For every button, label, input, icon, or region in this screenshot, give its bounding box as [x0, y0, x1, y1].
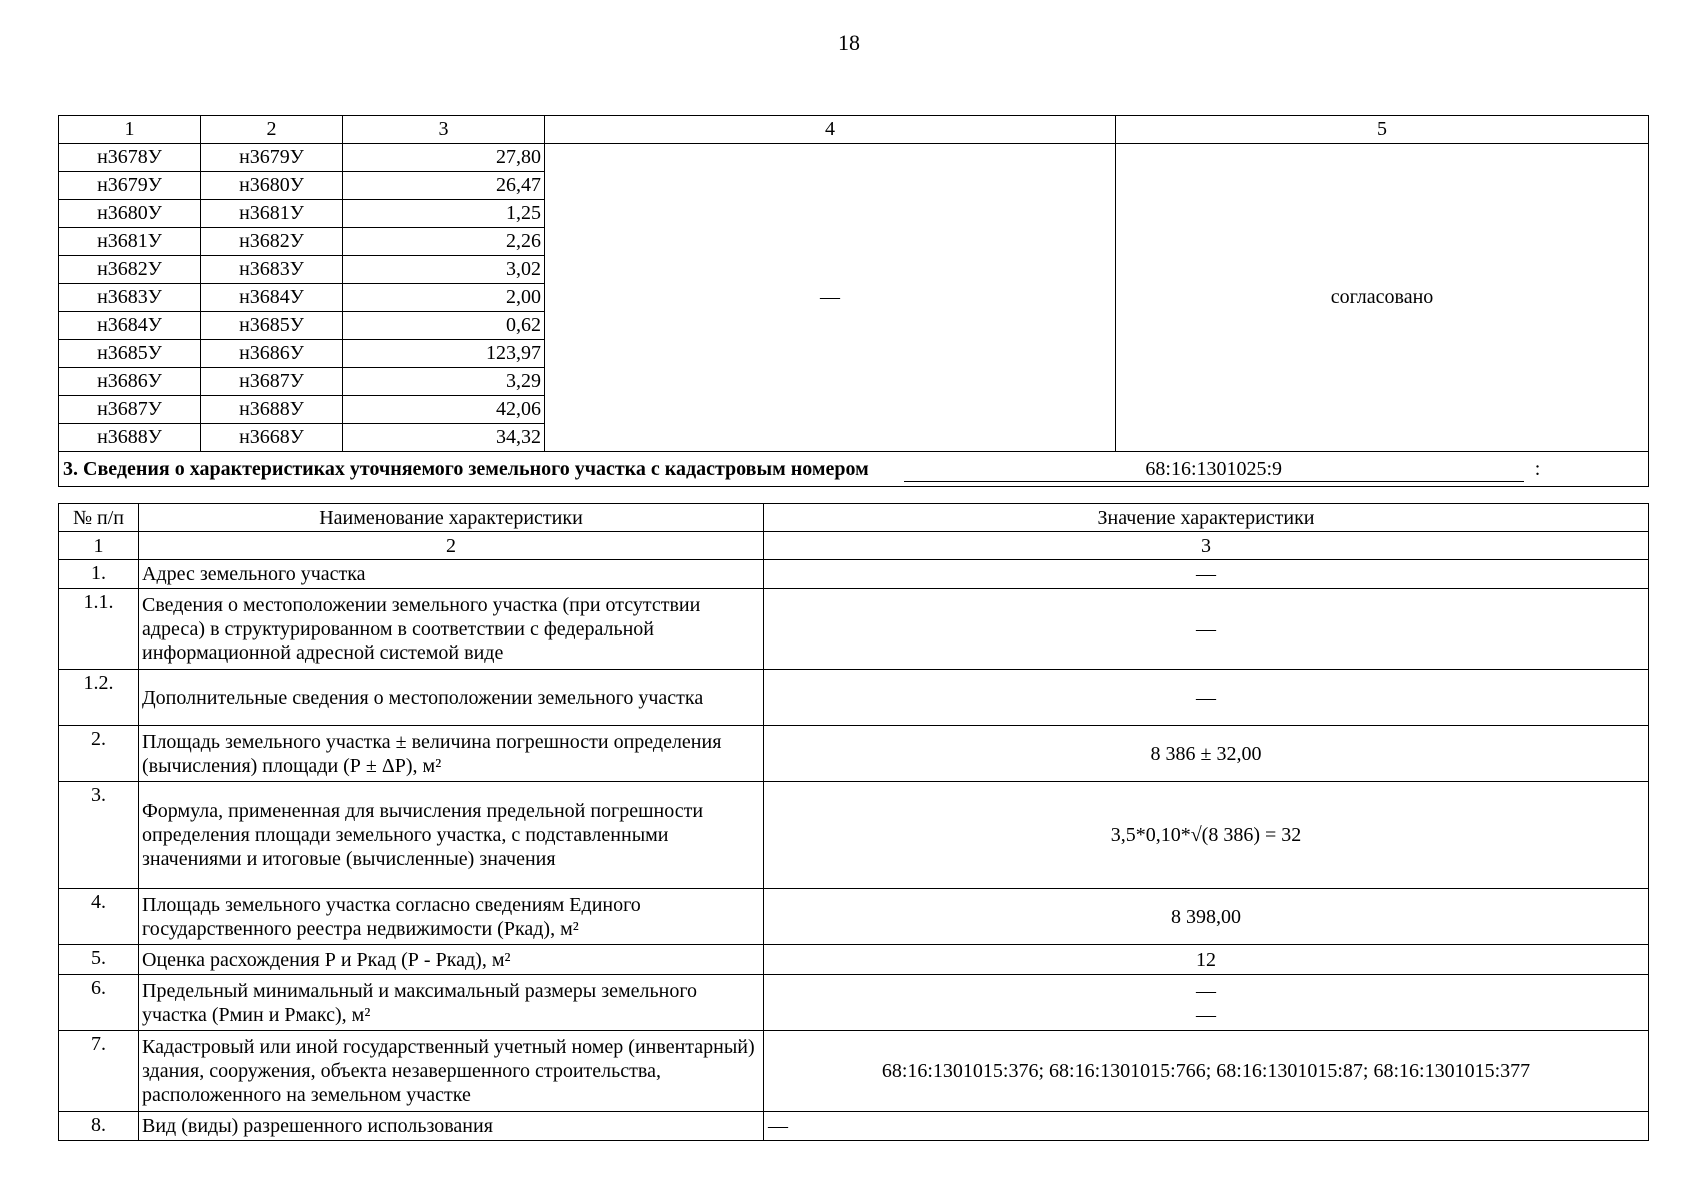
column-number: 1	[59, 532, 139, 560]
point-to: н3684У	[201, 284, 343, 312]
header-cell: 5	[1116, 116, 1649, 144]
point-to: н3680У	[201, 172, 343, 200]
table-row	[59, 945, 1649, 975]
point-from: н3683У	[59, 284, 201, 312]
table-row	[59, 670, 1649, 726]
point-to: н3686У	[201, 340, 343, 368]
header-cell: 1	[59, 116, 201, 144]
characteristic-name: Вид (виды) разрешенного использования	[139, 1112, 764, 1141]
characteristic-name: Кадастровый или иной государственный учетный номер (инвентарный) здания, сооружения, объекта незавершенного строительства, расположенного на земельном участке	[139, 1031, 764, 1112]
point-to: н3683У	[201, 256, 343, 284]
point-from: н3687У	[59, 396, 201, 424]
table-row	[59, 1031, 1649, 1112]
cadastral-number: 68:16:1301025:9	[904, 457, 1524, 482]
segment-length: 2,26	[343, 228, 545, 256]
column-number: 2	[139, 532, 764, 560]
max-size-value: —	[1196, 1003, 1216, 1026]
characteristic-value: 3,5*0,10*√(8 386) = 32	[764, 782, 1649, 889]
point-to: н3687У	[201, 368, 343, 396]
characteristic-name: Дополнительные сведения о местоположении земельного участка	[139, 670, 764, 726]
point-to: н3688У	[201, 396, 343, 424]
column4-value: —	[545, 144, 1116, 452]
segment-length: 1,25	[343, 200, 545, 228]
row-number: 1.2.	[59, 670, 139, 726]
point-to: н3685У	[201, 312, 343, 340]
characteristic-name: Площадь земельного участка ± величина погрешности определения (вычисления) площади (Р ± ΔР), м²	[139, 726, 764, 782]
boundary-table	[58, 115, 1649, 487]
boundary-table-header	[59, 116, 1649, 144]
characteristics-table-header	[59, 504, 1649, 532]
characteristic-value-pair	[764, 975, 1649, 1031]
point-from: н3679У	[59, 172, 201, 200]
table-row	[59, 1112, 1649, 1141]
row-number: 6.	[59, 975, 139, 1031]
table-row	[59, 589, 1649, 670]
point-from: н3688У	[59, 424, 201, 452]
characteristic-name: Адрес земельного участка	[139, 560, 764, 589]
characteristic-value: —	[764, 560, 1649, 589]
approval-status: согласовано	[1116, 144, 1649, 452]
point-to: н3681У	[201, 200, 343, 228]
section-3-heading	[59, 452, 1649, 487]
row-number: 1.	[59, 560, 139, 589]
characteristic-name: Площадь земельного участка согласно сведениям Единого государственного реестра недвижимости (Ркад), м²	[139, 889, 764, 945]
header-cell: 2	[201, 116, 343, 144]
point-from: н3686У	[59, 368, 201, 396]
header-cell: Значение характеристики	[764, 504, 1649, 532]
characteristics-table	[58, 503, 1649, 1141]
column-number-row	[59, 532, 1649, 560]
row-number: 1.1.	[59, 589, 139, 670]
characteristic-value: —	[764, 670, 1649, 726]
row-number: 2.	[59, 726, 139, 782]
page-number: 18	[838, 30, 860, 55]
characteristic-value: 68:16:1301015:376; 68:16:1301015:766; 68:16:1301015:87; 68:16:1301015:377	[764, 1031, 1649, 1112]
point-from: н3684У	[59, 312, 201, 340]
header-cell: Наименование характеристики	[139, 504, 764, 532]
section-3-title: 3. Сведения о характеристиках уточняемого земельного участка с кадастровым номером	[63, 457, 869, 480]
segment-length: 34,32	[343, 424, 545, 452]
characteristic-name: Оценка расхождения Р и Ркад (Р - Ркад), м²	[139, 945, 764, 975]
characteristic-value: 12	[764, 945, 1649, 975]
header-cell: 3	[343, 116, 545, 144]
point-to: н3668У	[201, 424, 343, 452]
table-row	[59, 975, 1649, 1031]
segment-length: 42,06	[343, 396, 545, 424]
segment-length: 27,80	[343, 144, 545, 172]
row-number: 7.	[59, 1031, 139, 1112]
header-cell: № п/п	[59, 504, 139, 532]
row-number: 8.	[59, 1112, 139, 1141]
segment-length: 3,02	[343, 256, 545, 284]
segment-length: 3,29	[343, 368, 545, 396]
characteristic-value: —	[764, 589, 1649, 670]
table-row	[59, 726, 1649, 782]
row-number: 3.	[59, 782, 139, 889]
column-number: 3	[764, 532, 1649, 560]
point-to: н3679У	[201, 144, 343, 172]
table-row	[59, 782, 1649, 889]
table-row	[59, 889, 1649, 945]
segment-length: 2,00	[343, 284, 545, 312]
characteristic-value: 8 386 ± 32,00	[764, 726, 1649, 782]
point-from: н3678У	[59, 144, 201, 172]
characteristic-name: Формула, примененная для вычисления предельной погрешности определения площади земельного участка, с подставленными значениями и итоговые (вычисленные) значения	[139, 782, 764, 889]
row-number: 5.	[59, 945, 139, 975]
section-3-heading-row	[59, 452, 1649, 487]
point-to: н3682У	[201, 228, 343, 256]
characteristic-name: Сведения о местоположении земельного участка (при отсутствии адреса) в структурированном в соответствии с федеральной информационной адресной системой виде	[139, 589, 764, 670]
point-from: н3681У	[59, 228, 201, 256]
segment-length: 0,62	[343, 312, 545, 340]
point-from: н3685У	[59, 340, 201, 368]
characteristic-value: —	[764, 1112, 1649, 1141]
point-from: н3682У	[59, 256, 201, 284]
table-row	[59, 560, 1649, 589]
min-size-value: —	[1196, 979, 1216, 1002]
table-row	[59, 144, 1649, 172]
heading-colon: :	[1534, 457, 1541, 480]
header-cell: 4	[545, 116, 1116, 144]
row-number: 4.	[59, 889, 139, 945]
characteristic-name: Предельный минимальный и максимальный размеры земельного участка (Рмин и Рмакс), м²	[139, 975, 764, 1031]
characteristic-value: 8 398,00	[764, 889, 1649, 945]
segment-length: 123,97	[343, 340, 545, 368]
segment-length: 26,47	[343, 172, 545, 200]
point-from: н3680У	[59, 200, 201, 228]
